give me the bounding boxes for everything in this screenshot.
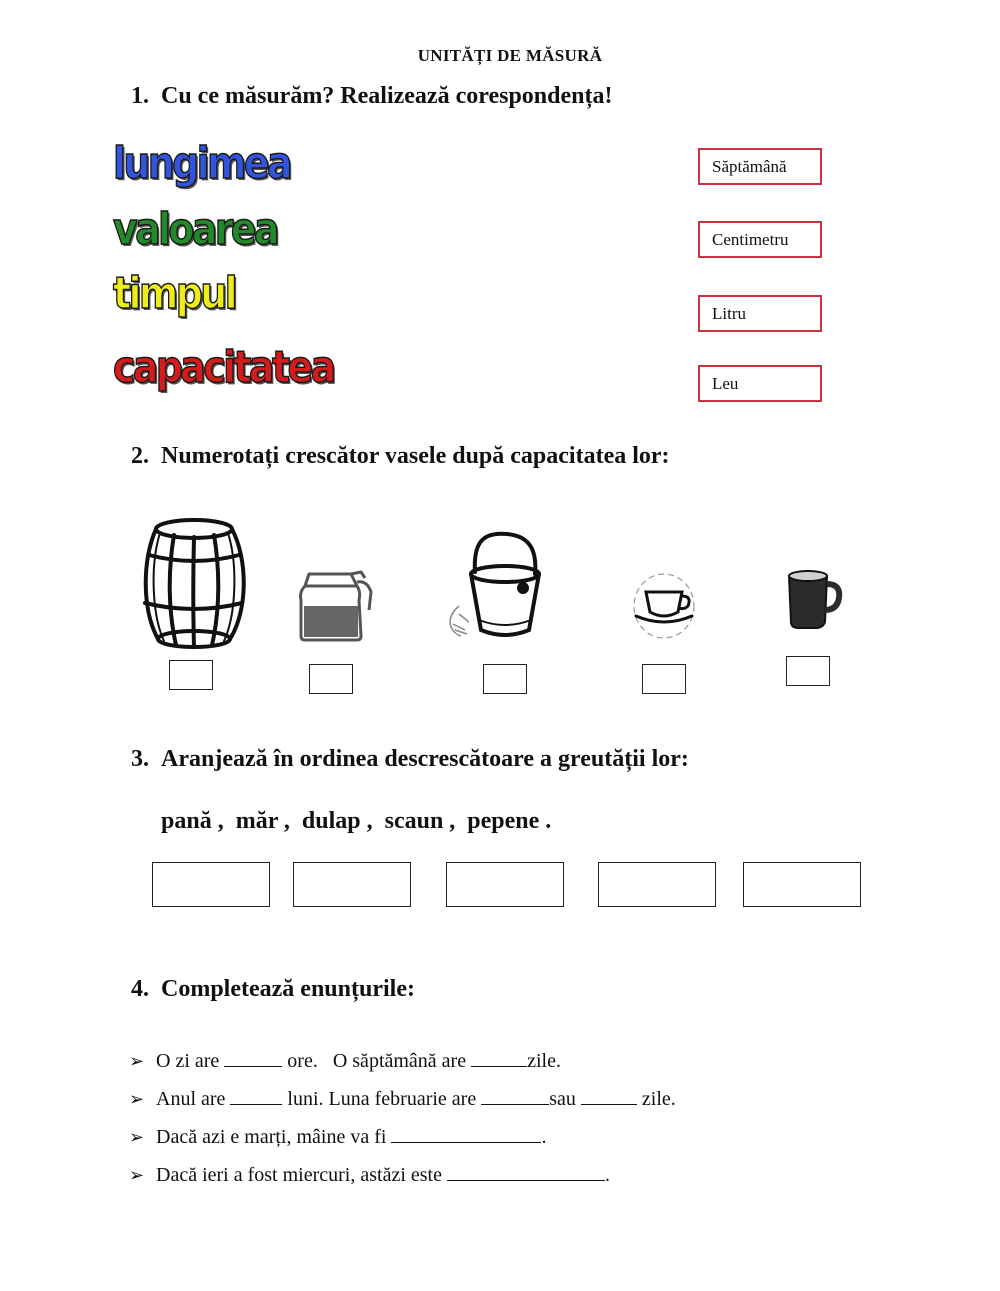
unit-box-saptamana[interactable]: Săptămână bbox=[698, 148, 822, 185]
question-4-heading bbox=[131, 976, 415, 1003]
order-box-3[interactable] bbox=[446, 862, 564, 907]
question-2-number: 2. bbox=[131, 443, 149, 469]
question-4-number: 4. bbox=[131, 976, 149, 1002]
word-timpul[interactable]: timpul bbox=[113, 268, 236, 319]
unit-box-leu[interactable]: Leu bbox=[698, 365, 822, 402]
order-box-2[interactable] bbox=[293, 862, 411, 907]
page-title: UNITĂȚI DE MĂSURĂ bbox=[417, 46, 603, 65]
number-box-bucket[interactable] bbox=[483, 664, 527, 694]
question-3-number: 3. bbox=[131, 746, 149, 772]
order-box-4[interactable] bbox=[598, 862, 716, 907]
order-box-5[interactable] bbox=[743, 862, 861, 907]
question-1-text: Cu ce măsurăm? Realizează corespondența! bbox=[161, 83, 613, 109]
word-capacitatea[interactable]: capacitatea bbox=[113, 342, 334, 393]
number-box-barrel[interactable] bbox=[169, 660, 213, 690]
statement-3: ➢ Dacă azi e marți, mâine va fi . bbox=[129, 1126, 547, 1148]
arrow-bullet-icon: ➢ bbox=[129, 1051, 145, 1071]
items-to-order: pană , măr , dulap , scaun , pepene . bbox=[161, 808, 552, 834]
blank-5[interactable] bbox=[581, 1086, 637, 1105]
unit-box-litru[interactable]: Litru bbox=[698, 295, 822, 332]
arrow-bullet-icon: ➢ bbox=[129, 1089, 145, 1109]
question-2-heading bbox=[131, 443, 670, 470]
teacup-icon bbox=[628, 568, 702, 644]
word-lungimea[interactable]: lungimea bbox=[113, 138, 290, 189]
word-valoarea[interactable]: valoarea bbox=[113, 204, 277, 255]
statement-2: ➢ Anul are luni. Luna februarie are sau zile. bbox=[129, 1088, 676, 1110]
statement-4: ➢ Dacă ieri a fost miercuri, astăzi este . bbox=[129, 1164, 610, 1186]
arrow-bullet-icon: ➢ bbox=[129, 1127, 145, 1147]
question-1-heading bbox=[131, 83, 612, 110]
question-2-text: Numerotați crescător vasele după capacitatea lor: bbox=[161, 443, 670, 469]
question-3-text: Aranjează în ordinea descrescătoare a greutății lor: bbox=[161, 746, 689, 772]
order-box-1[interactable] bbox=[152, 862, 270, 907]
number-box-teacup[interactable] bbox=[642, 664, 686, 694]
arrow-bullet-icon: ➢ bbox=[129, 1165, 145, 1185]
statement-1: ➢ O zi are ore. O săptămână are zile. bbox=[129, 1050, 561, 1072]
bucket-icon bbox=[445, 530, 549, 648]
number-box-coffee-pot[interactable] bbox=[309, 664, 353, 694]
question-4-text: Completează enunțurile: bbox=[161, 976, 415, 1002]
question-3-heading bbox=[131, 746, 689, 773]
coffee-pot-icon bbox=[295, 570, 375, 644]
blank-7[interactable] bbox=[447, 1162, 605, 1181]
question-1-number: 1. bbox=[131, 83, 149, 109]
number-box-mug[interactable] bbox=[786, 656, 830, 686]
mug-icon bbox=[783, 566, 845, 632]
barrel-icon bbox=[138, 515, 250, 650]
unit-box-centimetru[interactable]: Centimetru bbox=[698, 221, 822, 258]
